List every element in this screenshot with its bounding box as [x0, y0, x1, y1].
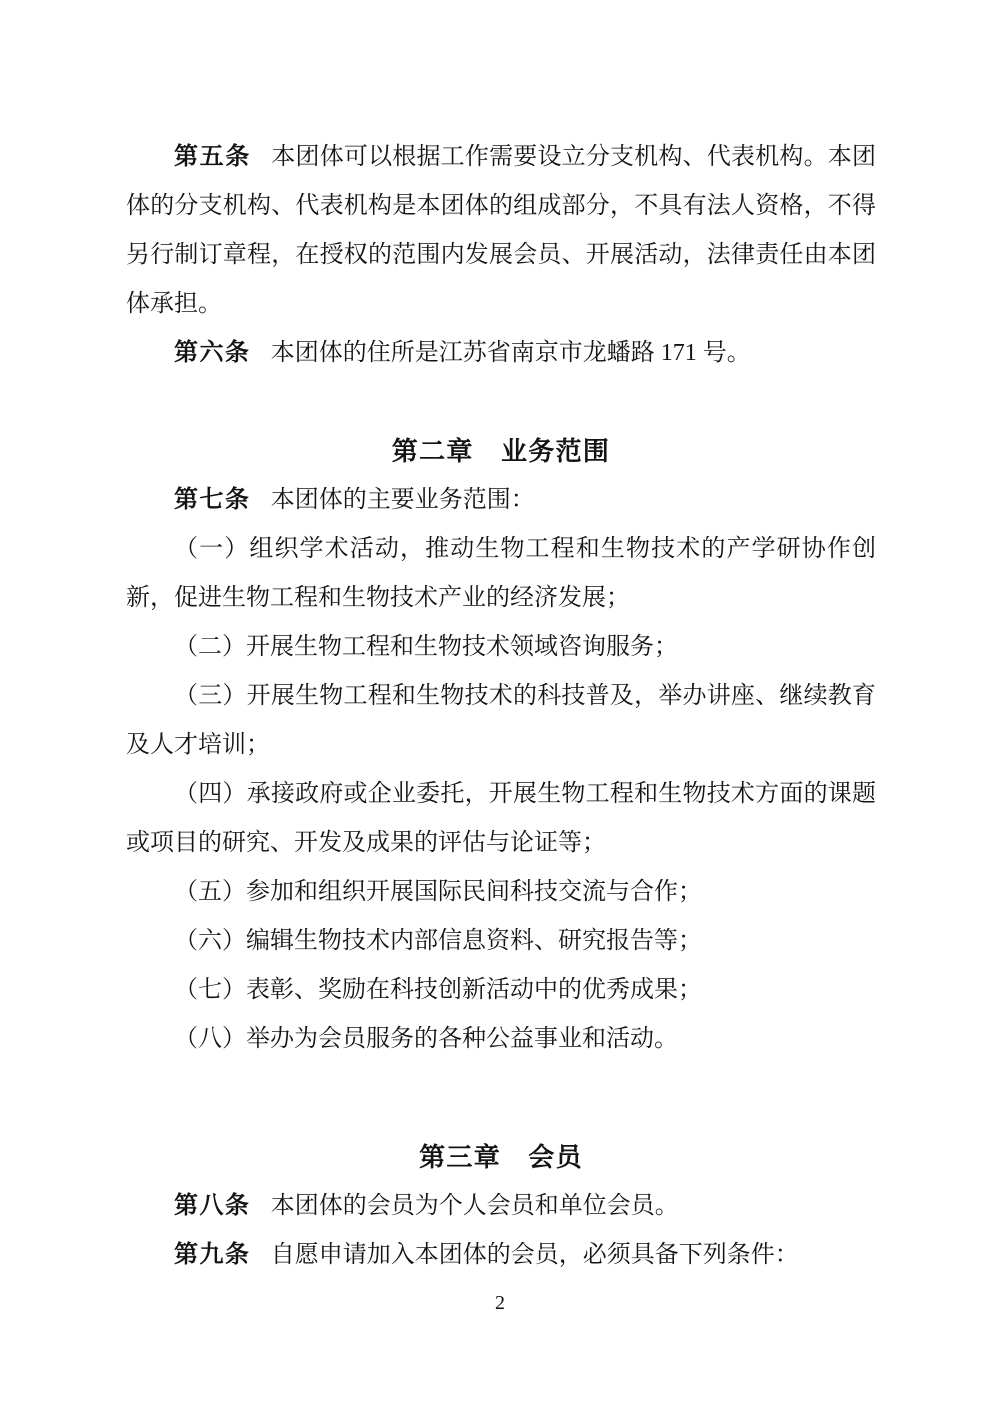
article-label: 第九条: [174, 1242, 251, 1268]
article-paragraph: [126, 1182, 876, 1231]
article-label: 第八条: [174, 1193, 251, 1219]
article-paragraph: [126, 476, 876, 525]
list-item-paragraph: （五）参加和组织开展国际民间科技交流与合作；: [174, 879, 702, 905]
list-item-paragraph: （六）编辑生物技术内部信息资料、研究报告等；: [174, 928, 702, 954]
article-paragraph: [126, 133, 876, 329]
article-text: 本团体的会员为个人会员和单位会员。: [270, 1193, 679, 1219]
list-item-paragraph: （二）开展生物工程和生物技术领域咨询服务；: [174, 634, 678, 660]
article-label: 第六条: [174, 340, 251, 366]
article-text: 自愿申请加入本团体的会员，必须具备下列条件：: [270, 1242, 799, 1268]
article-text: 本团体可以根据工作需要设立分支机构、代表机构。本团体的分支机构、代表机构是本团体的组成部分，不具有法人资格，不得另行制订章程，在授权的范围内发展会员、开展活动，法律责任由本团体承担。: [126, 144, 877, 317]
chapter-heading: 第二章 业务范围: [391, 437, 611, 466]
list-item-paragraph: （七）表彰、奖励在科技创新活动中的优秀成果；: [174, 977, 702, 1003]
article-paragraph: [126, 329, 876, 378]
article-label: 第七条: [174, 487, 251, 513]
list-item-paragraph: （八）举办为会员服务的各种公益事业和活动。: [174, 1026, 678, 1052]
article-text: 本团体的住所是江苏省南京市龙蟠路 171 号。: [270, 340, 751, 366]
article-label: 第五条: [174, 144, 251, 170]
article-paragraph: [126, 1231, 876, 1280]
chapter-heading: 第三章 会员: [419, 1143, 583, 1172]
list-item-paragraph: （四）承接政府或企业委托，开展生物工程和生物技术方面的课题或项目的研究、开发及成果的评估与论证等；: [126, 781, 876, 856]
article-text: 本团体的主要业务范围：: [270, 487, 535, 513]
page-number: 2: [495, 1292, 505, 1314]
list-item-paragraph: （一）组织学术活动，推动生物工程和生物技术的产学研协作创新，促进生物工程和生物技术产业的经济发展；: [126, 536, 876, 611]
list-item-paragraph: （三）开展生物工程和生物技术的科技普及，举办讲座、继续教育及人才培训；: [126, 683, 876, 758]
